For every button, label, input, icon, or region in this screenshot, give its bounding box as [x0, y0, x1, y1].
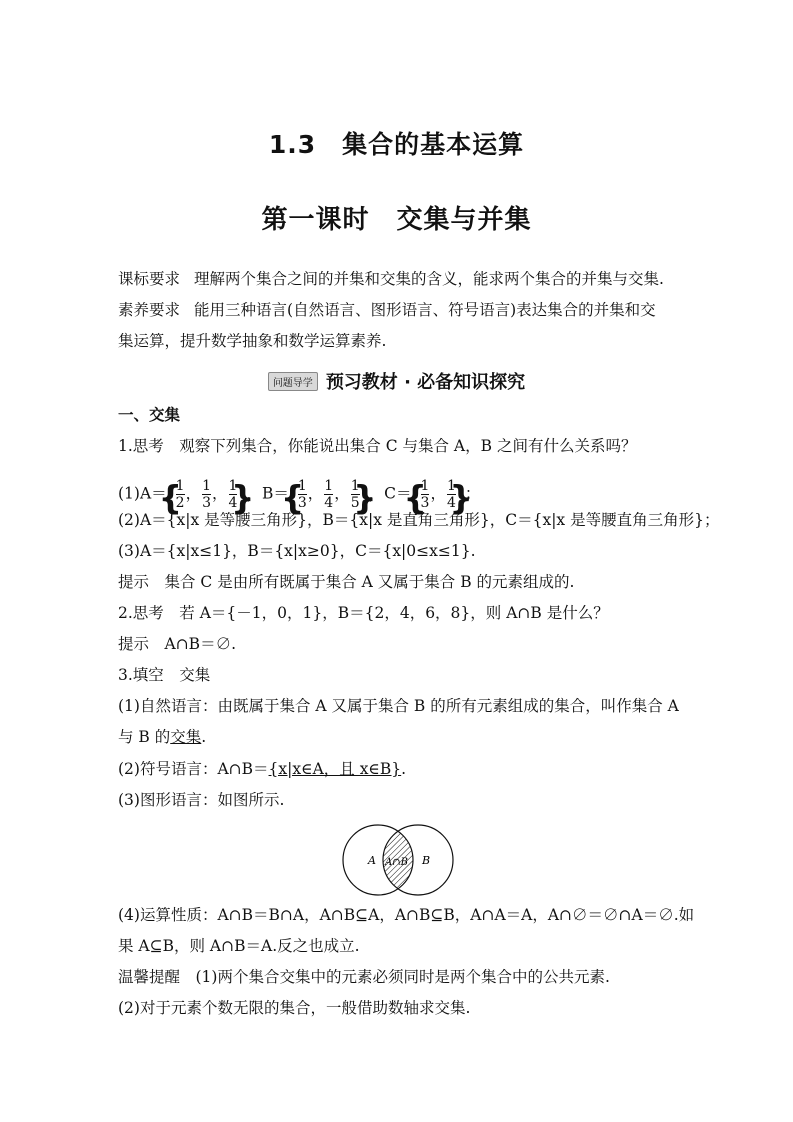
graphic-language: (3)图形语言：如图所示. — [118, 791, 285, 809]
denominator: 2 — [175, 495, 185, 511]
fraction — [298, 478, 307, 511]
denominator: 5 — [350, 495, 360, 511]
set-b — [291, 478, 367, 511]
reminder-1: 温馨提醒 (1)两个集合交集中的元素必须同时是两个集合中的公共元素. — [118, 968, 610, 986]
fraction — [421, 478, 430, 511]
sets-part-2: (2)A＝{x|x 是等腰三角形}，B＝{x|x 是直角三角形}，C＝{x|x 是等腰直角三角形}； — [118, 511, 720, 529]
section-banner — [0, 368, 793, 394]
set-a — [169, 478, 245, 511]
symbolic-language — [118, 759, 688, 779]
venn-label-b: B — [422, 854, 431, 867]
requirement-label: 课标要求 — [118, 270, 181, 288]
set-a-label: (1)A＝ — [118, 484, 167, 503]
text: 与 B 的 — [118, 728, 171, 746]
properties-2: 果 A⊆B，则 A∩B＝A.反之也成立. — [118, 937, 360, 955]
symbolic-definition: {x|x∈A，且 x∈B} — [268, 760, 402, 778]
page-title: 1.3 集合的基本运算 — [268, 130, 525, 159]
term-intersection: 交集 — [170, 728, 202, 746]
hint-1: 提示 集合 C 是由所有既属于集合 A 又属于集合 B 的元素组成的. — [118, 573, 575, 591]
page-subtitle: 第一课时 交集与并集 — [261, 205, 532, 235]
requirement-curriculum — [118, 269, 688, 289]
fraction — [202, 478, 211, 511]
numerator: 1 — [324, 478, 334, 494]
numerator: 1 — [446, 478, 456, 494]
natural-language-2 — [118, 727, 688, 747]
denominator: 4 — [324, 495, 334, 511]
numerator: { 1 — [297, 478, 307, 494]
sets-part-1 — [118, 478, 688, 511]
requirement-literacy-cont: 集运算，提升数学抽象和数学运算素养. — [118, 332, 387, 350]
fraction — [351, 478, 360, 511]
numerator: 1 — [202, 478, 212, 494]
set-c-label: ，C＝ — [368, 484, 412, 503]
sets-part-3: (3)A＝{x|x≤1}，B＝{x|x≥0}，C＝{x|0≤x≤1}. — [118, 542, 476, 560]
banner-title: 预习教材 · 必备知识探究 — [325, 372, 526, 393]
punctuation: ； — [464, 484, 481, 503]
properties-1: (4)运算性质：A∩B＝B∩A，A∩B⊆A，A∩B⊆B，A∩A＝A，A∩∅＝∅∩A＝∅.如 — [118, 906, 695, 924]
requirement-text: 能用三种语言(自然语言、图形语言、符号语言)表达集合的并集和交 — [194, 301, 656, 319]
text: (2)符号语言：A∩B＝ — [118, 760, 269, 778]
venn-diagram — [340, 820, 456, 900]
set-c — [414, 478, 463, 511]
requirement-text: 理解两个集合之间的并集和交集的含义，能求两个集合的并集与交集. — [194, 270, 664, 288]
numerator: 1 — [228, 478, 238, 494]
numerator: 1 — [350, 478, 360, 494]
denominator: 3 — [202, 495, 212, 511]
fraction — [447, 478, 456, 511]
separator: ， — [430, 484, 446, 503]
separator: ， — [212, 484, 228, 503]
hint-2: 提示 A∩B＝∅. — [118, 635, 236, 653]
separator: ， — [307, 484, 324, 503]
set-b-label: ，B＝ — [246, 484, 289, 503]
venn-label-a: A — [368, 854, 376, 867]
requirement-label: 素养要求 — [118, 301, 181, 319]
separator: ， — [334, 484, 350, 503]
requirement-literacy — [118, 300, 688, 320]
denominator: 4 — [228, 495, 238, 511]
denominator: 3 — [297, 495, 307, 511]
denominator: 3 — [420, 495, 430, 511]
separator: ， — [185, 484, 202, 503]
banner-badge: 问题导学 — [268, 372, 318, 391]
reminder-2: (2)对于元素个数无限的集合，一般借助数轴求交集. — [118, 999, 471, 1017]
question-2: 2.思考 若 A＝{－1，0，1}，B＝{2，4，6，8}，则 A∩B 是什么？ — [118, 604, 609, 622]
punctuation: . — [401, 760, 407, 778]
denominator: 4 — [446, 495, 456, 511]
question-1: 1.思考 观察下列集合，你能说出集合 C 与集合 A，B 之间有什么关系吗？ — [118, 437, 637, 455]
natural-language-1: (1)自然语言：由既属于集合 A 又属于集合 B 的所有元素组成的集合，叫作集合 A — [118, 697, 679, 715]
question-3-heading: 3.填空 交集 — [118, 666, 211, 684]
venn-label-ab: A∩B — [385, 857, 408, 868]
punctuation: . — [201, 728, 207, 746]
numerator: { 1 — [420, 478, 430, 494]
fraction — [229, 478, 238, 511]
fraction — [176, 478, 185, 511]
section-heading: 一、交集 — [118, 406, 181, 424]
numerator: { 1 — [175, 478, 185, 494]
fraction — [324, 478, 333, 511]
